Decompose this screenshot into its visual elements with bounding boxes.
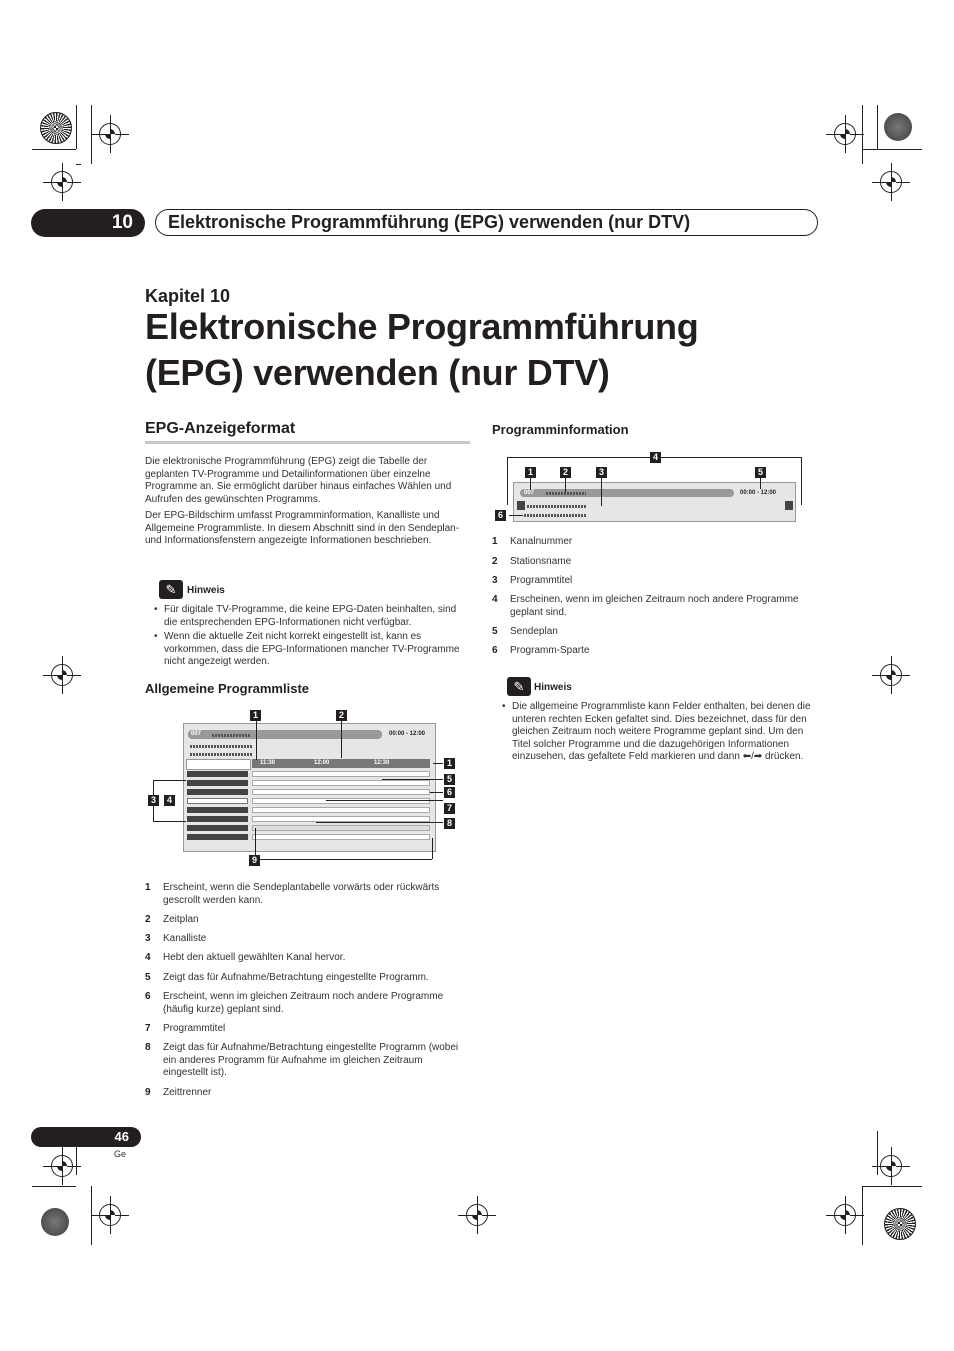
info-channel-text: 007 <box>524 490 535 496</box>
callout-marker: 6 <box>495 510 506 521</box>
callout-marker: 3 <box>148 795 159 806</box>
note-item: • Die allgemeine Programmliste kann Felder enthalten, bei denen die unteren rechten Ecken gefaltet sind. Dies bezeichnet, dass für den gleichen Zeitraum noch weitere Programme geplant sind. Um den Titel solcher Programme und die dazugehörigen Informationen einzusehen, das gefaltete Feld markieren und dann ⬅/➡ drücken. <box>502 701 820 764</box>
registration-disc-icon <box>41 1208 69 1236</box>
callout-marker: 7 <box>444 803 455 814</box>
registration-mark-icon <box>99 1204 121 1226</box>
registration-starburst-icon <box>884 1208 916 1240</box>
chapter-title-line-2: (EPG) verwenden (nur DTV) <box>145 352 610 393</box>
callout-marker: 3 <box>596 467 607 478</box>
registration-mark-icon <box>834 123 856 145</box>
callout-marker: 2 <box>560 467 571 478</box>
note-label: Hinweis <box>187 585 225 596</box>
registration-mark-icon <box>51 1155 73 1177</box>
callout-marker: 1 <box>444 758 455 769</box>
callout-marker: 1 <box>525 467 536 478</box>
note-list <box>502 701 820 766</box>
registration-mark-icon <box>880 171 902 193</box>
section-heading: EPG-Anzeigeformat <box>145 420 296 437</box>
registration-mark-icon <box>51 171 73 193</box>
diagram-time-2: 12:00 <box>314 760 330 766</box>
callout-marker: 6 <box>444 787 455 798</box>
sub-heading-programmliste: Allgemeine Programmliste <box>145 681 309 696</box>
intro-paragraph-2: Der EPG-Bildschirm umfasst Programminformation, Kanalliste und Allgemeine Programmliste. In diesem Abschnitt sind in den Sendeplan- und Informationsfenstern angezeigte Informationen beschrieben. <box>145 510 460 547</box>
registration-mark-icon <box>466 1204 488 1226</box>
note-pencil-icon: ✎ <box>159 580 183 599</box>
callout-marker: 5 <box>444 774 455 785</box>
registration-mark-icon <box>880 664 902 686</box>
section-rule <box>145 441 470 444</box>
note-label: Hinweis <box>534 682 572 693</box>
sub-heading-programminformation: Programminformation <box>492 422 629 437</box>
note-item: • Wenn die aktuelle Zeit nicht korrekt eingestellt ist, kann es vorkommen, dass die EPG-Informationen mancher TV-Programme nicht angezeigt werden. <box>154 631 470 669</box>
note-list <box>154 604 470 671</box>
callout-marker: 2 <box>336 710 347 721</box>
registration-mark-icon <box>99 123 121 145</box>
callout-marker: 4 <box>164 795 175 806</box>
registration-mark-icon <box>880 1155 902 1177</box>
note-item: • Für digitale TV-Programme, die keine EPG-Daten beinhalten, sind die entsprechenden EPG-Informationen nicht verfügbar. <box>154 604 470 629</box>
page-number: 46 <box>31 1127 141 1147</box>
registration-mark-icon <box>51 664 73 686</box>
callout-marker: 1 <box>250 710 261 721</box>
chapter-title <box>145 304 698 396</box>
diagram-time-1: 11:30 <box>260 760 276 766</box>
callout-marker: 4 <box>650 452 661 463</box>
intro-paragraph-1: Die elektronische Programmführung (EPG) zeigt die Tabelle der geplanten TV-Programme und Detailinformationen über einzelne Programme an. Sie ermöglicht darüber hinaus einfaches Wählen und Aufrufen des gewünschten Programms. <box>145 456 452 505</box>
chapter-title-line-1: Elektronische Programmführung <box>145 306 699 347</box>
diagram-channel-text: 007 <box>191 731 202 737</box>
info-time-range-text: 00:00 - 12:00 <box>740 490 777 496</box>
diagram-time-range-text: 00:00 - 12:00 <box>389 731 426 737</box>
callout-marker: 8 <box>444 818 455 829</box>
registration-disc-icon <box>884 113 912 141</box>
diagram-time-3: 12:30 <box>374 760 390 766</box>
note-pencil-icon: ✎ <box>507 677 531 696</box>
language-code: Ge <box>114 1149 127 1159</box>
registration-starburst-icon <box>40 112 72 144</box>
callout-marker: 5 <box>755 467 766 478</box>
chapter-label: Kapitel 10 <box>145 286 231 306</box>
chapter-number-tab: 10 <box>31 209 145 237</box>
registration-mark-icon <box>834 1204 856 1226</box>
header-title: Elektronische Programmführung (EPG) verwenden (nur DTV) <box>168 212 691 232</box>
callout-marker: 9 <box>249 855 260 866</box>
